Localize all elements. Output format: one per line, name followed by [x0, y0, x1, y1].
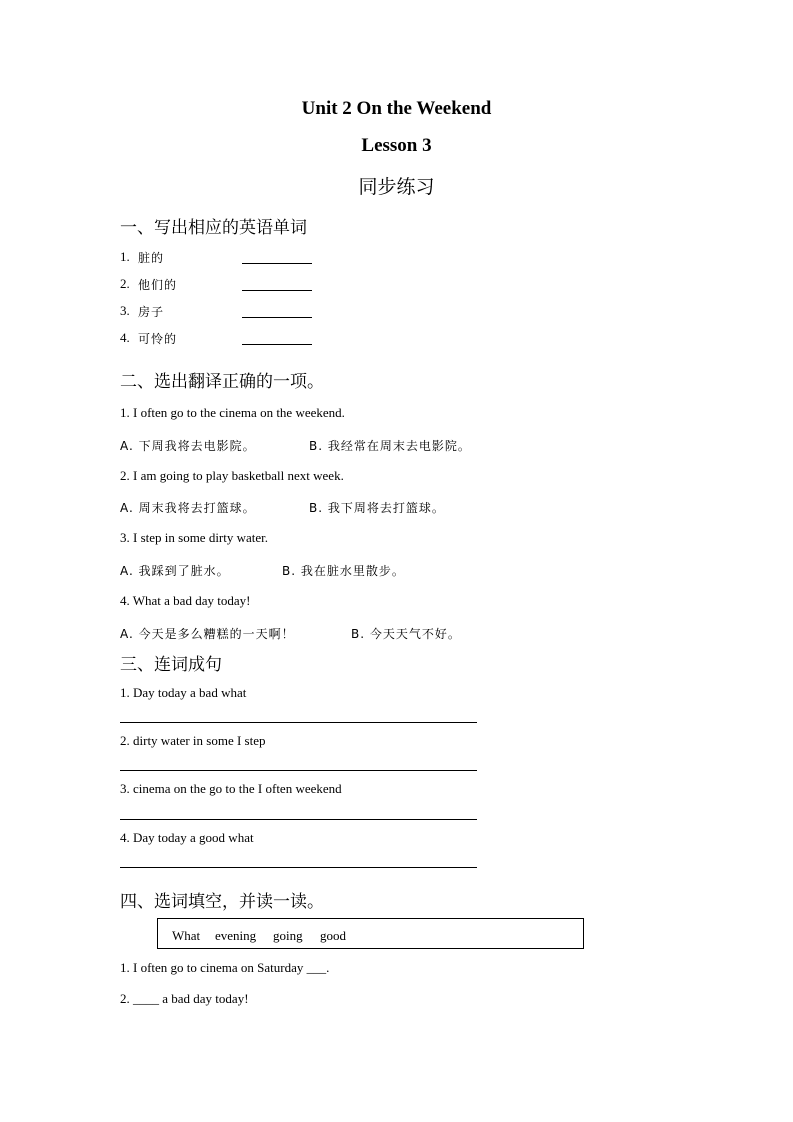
s2-option-a[interactable]: A. 今天是多么糟糕的一天啊！	[120, 627, 295, 641]
word-bank	[157, 918, 584, 949]
s3-scrambled-words: 1. Day today a bad what	[120, 685, 247, 700]
page-title: Unit 2 On the Weekend	[301, 98, 492, 119]
s1-answer-blank[interactable]	[242, 316, 312, 318]
word-bank-word[interactable]: good	[320, 928, 346, 943]
s2-question: 4. What a bad day today!	[120, 593, 251, 608]
lesson-title: Lesson 3	[361, 135, 432, 156]
s1-item-number: 1.	[120, 249, 130, 264]
s2-option-a[interactable]: A. 周末我将去打篮球。	[120, 501, 256, 515]
s3-answer-line[interactable]	[120, 819, 477, 820]
s3-answer-line[interactable]	[120, 770, 477, 771]
s3-scrambled-words: 3. cinema on the go to the I often weekend	[120, 781, 342, 796]
s2-option-b[interactable]: B. 我经常在周末去电影院。	[309, 439, 471, 453]
s2-question: 1. I often go to the cinema on the weekend.	[120, 405, 345, 420]
s2-option-b[interactable]: B. 我下周将去打篮球。	[309, 501, 445, 515]
section2-heading: 二、选出翻译正确的一项。	[120, 372, 324, 392]
s4-sentence: 2. ____ a bad day today!	[120, 991, 249, 1006]
s2-option-b[interactable]: B. 我在脏水里散步。	[282, 564, 405, 578]
s3-scrambled-words: 4. Day today a good what	[120, 830, 254, 845]
s1-item-number: 2.	[120, 276, 130, 291]
word-bank-word[interactable]: evening	[215, 928, 257, 943]
s2-option-a[interactable]: A. 下周我将去电影院。	[120, 439, 256, 453]
s3-answer-line[interactable]	[120, 867, 477, 868]
word-bank-word[interactable]: going	[273, 928, 303, 943]
s2-question: 3. I step in some dirty water.	[120, 530, 269, 545]
s1-item-text: 脏的	[138, 251, 165, 265]
section3-heading: 三、连词成句	[120, 655, 222, 675]
s1-item-number: 3.	[120, 303, 130, 318]
s2-option-a[interactable]: A. 我踩到了脏水。	[120, 564, 230, 578]
s1-answer-blank[interactable]	[242, 343, 312, 345]
s1-item-text: 他们的	[138, 278, 178, 292]
page-subtitle: 同步练习	[358, 176, 435, 198]
s1-answer-blank[interactable]	[242, 262, 312, 264]
s3-scrambled-words: 2. dirty water in some I step	[120, 733, 266, 748]
s1-item-number: 4.	[120, 330, 130, 345]
s1-answer-blank[interactable]	[242, 289, 312, 291]
s2-option-b[interactable]: B. 今天天气不好。	[351, 627, 461, 641]
section4-heading: 四、选词填空，并读一读。	[120, 892, 324, 912]
s3-answer-line[interactable]	[120, 722, 477, 723]
s2-question: 2. I am going to play basketball next week.	[120, 468, 344, 483]
s4-sentence: 1. I often go to cinema on Saturday ___.	[120, 960, 330, 975]
s1-item-text: 房子	[138, 305, 165, 319]
word-bank-word[interactable]: What	[172, 928, 201, 943]
s1-item-text: 可怜的	[138, 332, 178, 346]
section1-heading: 一、写出相应的英语单词	[120, 218, 307, 238]
